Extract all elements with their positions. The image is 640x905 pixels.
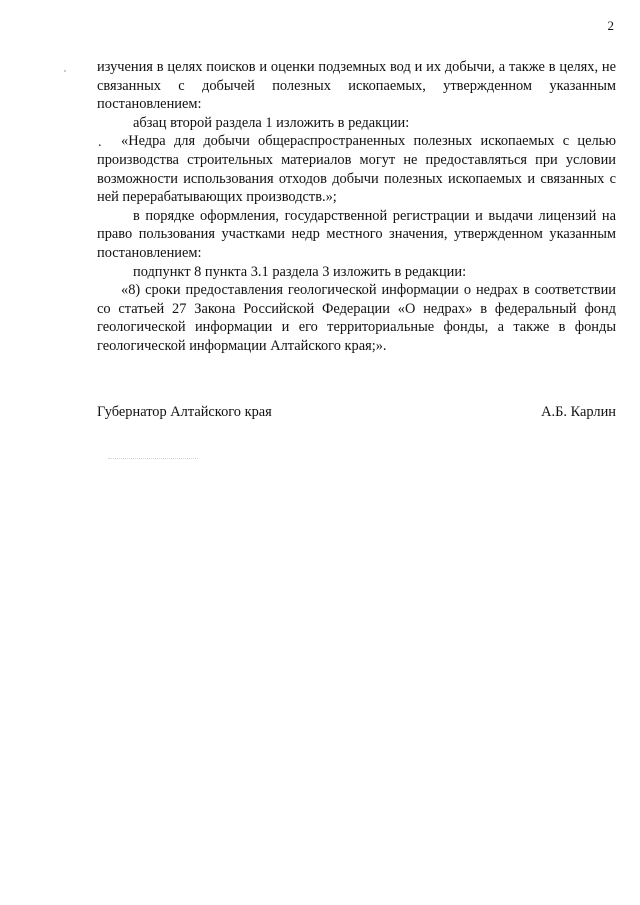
paragraph-quote-1: «Недра для добычи общераспространенных полезных ископаемых с целью производства строительных материалов могут не предоставляться при условии возможности использования отходов добычи полезных ископаемых и связанных с ней перерабатывающих производств.»;	[97, 133, 616, 206]
paragraph-procedure: в порядке оформления, государственной регистрации и выдачи лицензий на право пользования участками недр местного значения, утвержденном указанным постановлением:	[97, 207, 616, 261]
paragraph-amendment-2: подпункт 8 пункта 3.1 раздела 3 изложить в редакции:	[133, 263, 467, 280]
paragraph-amendment-1: абзац второй раздела 1 изложить в редакции:	[133, 114, 410, 131]
page-number: 2	[607, 18, 614, 33]
signatory-name: А.Б. Карлин	[541, 404, 616, 420]
paragraph-quote-2: «8) сроки предоставления геологической информации о недрах в соответствии со статьей 27 Закона Российской Федерации «О недрах» в федеральный фонд геологической информации и его территориальные фонды, а также в фонды геологической информации Алтайского края;».	[97, 282, 616, 354]
signature-block	[97, 404, 616, 421]
scan-artifact-dot	[64, 70, 66, 72]
document-body	[97, 58, 616, 356]
paragraph-continuation: изучения в целях поисков и оценки подземных вод и их добычи, а также в целях, не связанных с добычей полезных ископаемых, утвержденном указанным постановлением:	[97, 59, 616, 113]
scan-artifact-mark: .	[98, 135, 102, 150]
scan-artifact-line	[108, 458, 198, 460]
signatory-position: Губернатор Алтайского края	[97, 404, 272, 420]
